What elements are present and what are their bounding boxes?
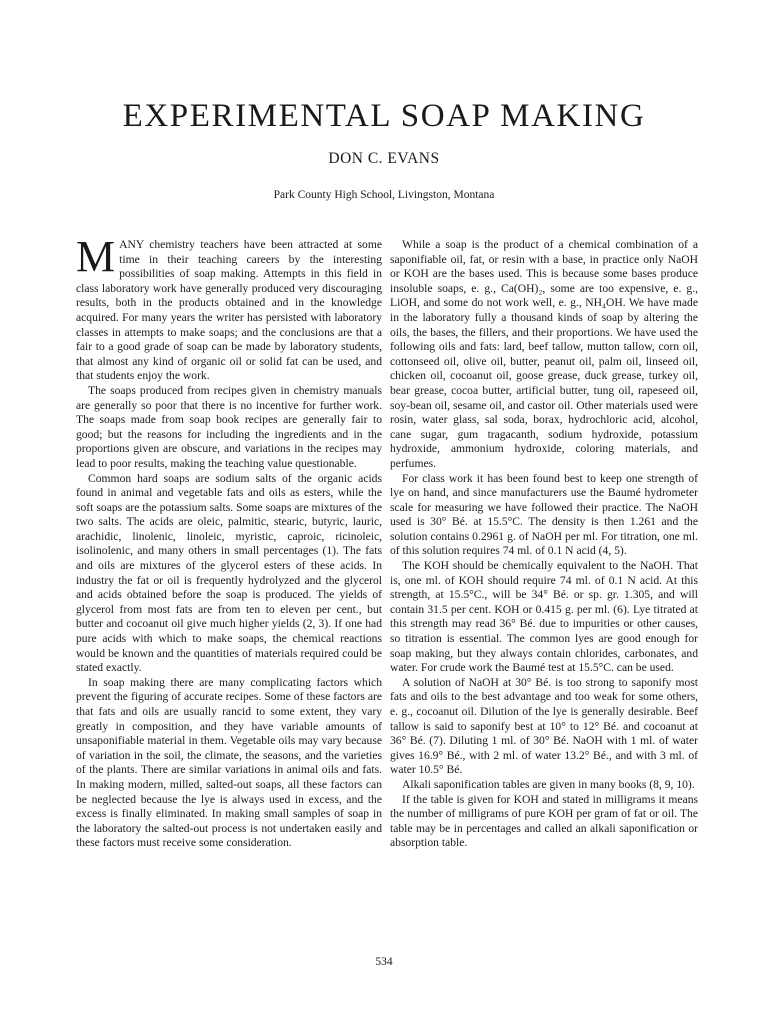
article-author: DON C. EVANS xyxy=(328,150,440,167)
paragraph-3: Common hard soaps are sodium salts of the organic acids found in animal and vegetable fats and oils as esters, while the soft soaps are the potassium salts. Some soaps are mixtures of the two salts. The acids are oleic, palmitic, stearic, butyric, lauric, arachidic, linolenic, linoleic, myristic, caproic, ricinoleic, isolinolenic, and many others in small percentages (1). The fats and oils are mixtures of the glycerol esters of these acids. In industry the fat or oil is frequently hydrolyzed and the glycerol and acids obtained before the soap is produced. The yields of glycerol from most fats are from ten to eleven per cent., but butter and cocoanut oil give much higher yields (2, 3). If one had pure acids with which to make soaps, the chemical reactions would be known and the quantities of materials required could be stated exactly. xyxy=(76,471,382,675)
paragraph-5: While a soap is the product of a chemical combination of a saponifiable oil, fat, or resin with a base, in practice only NaOH or KOH are the bases used. This is because some bases produce insoluble soaps, e. g., Ca(OH)₂, some are too expensive, e. g., LiOH, and some do not work well, e. g., NH₄OH. We have made in the laboratory fully a thousand kinds of soap by altering the oils, the bases, the fillers, and their proportions. We have used the following oils and fats: lard, beef tallow, mutton tallow, corn oil, cottonseed oil, olive oil, butter, peanut oil, palm oil, linseed oil, chicken oil, cocoanut oil, goose grease, duck grease, turkey oil, bear grease, cocoa butter, artificial butter, tung oil, rapeseed oil, soy-bean oil, sesame oil, and castor oil. Other materials used were rosin, water glass, sal soda, borax, hydrochloric acid, alcohol, cane sugar, gum tragacanth, sodium hydroxide, potassium hydroxide, ammonium hydroxide, coloring materials, and perfumes. xyxy=(390,238,698,470)
paragraph-10: If the table is given for KOH and stated in milligrams it means the number of milligrams of pure KOH per gram of fat or oil. The table may be in percentages and called an alkali saponification or absorption table. xyxy=(390,792,698,850)
left-column xyxy=(76,232,382,851)
paragraph-7: The KOH should be chemically equivalent to the NaOH. That is, one ml. of KOH should require 74 ml. of 0.1 N acid. At this strength, at 15.5°C., will be 34° Bé. or sp. gr. 1.305, and will contain 31.5 per cent. KOH or 0.415 g. per ml. (6). Lye titrated at this strength may read 36° Bé. due to impurities or other causes, so titration is essential. The common lyes are good enough for soap making, but they always contain chlorides, carbonates, and water. For crude work the Baumé test at 15.5°C. can be used. xyxy=(390,559,698,675)
article-title: EXPERIMENTAL SOAP MAKING xyxy=(122,98,646,134)
paragraph-9: Alkali saponification tables are given in many books (8, 9, 10). xyxy=(402,777,695,791)
paragraph-2: The soaps produced from recipes given in chemistry manuals are generally so poor that there is no incentive for further work. The soaps made from soap book recipes are generally fair to good; but the reasons for including the ingredients and in the proportions given are obscure, and variations in the recipes may lead to poor results, making the teaching value questionable. xyxy=(76,383,382,470)
paragraph-1 xyxy=(76,232,382,384)
paragraph-8: A solution of NaOH at 30° Bé. is too strong to saponify most fats and oils to the best advantage and too weak for some others, e. g., cocoanut oil. Dilution of the lye is generally desirable. Beef tallow is said to saponify best at 10° to 12° Bé. and cocoanut at 36° Bé. (7). Diluting 1 ml. of 30° Bé. NaOH with 1 ml. of water gives 16.9° Bé., with 2 ml. of water 13.2° Bé., and with 3 ml. of water 10.5° Bé. xyxy=(390,675,698,777)
paragraph-text: ANY chemistry teachers have been attracted at some time in their teaching careers by the interesting possibilities of soap making. Attempts in this field in class laboratory work have generally produced very discouraging results, both in the products obtained and in the knowledge acquired. For many years the writer has persisted with laboratory classes in attempts to make soaps; and the conclusions are that a fair to a good grade of soap can be made by laboratory students, that almost any kind of organic oil or solid fat can be used, and that students enjoy the work. xyxy=(76,238,382,383)
author-affiliation: Park County High School, Livingston, Montana xyxy=(273,189,495,201)
drop-cap: M xyxy=(76,232,116,281)
page-number: 534 xyxy=(375,956,393,968)
right-column xyxy=(390,238,698,851)
paragraph-4: In soap making there are many complicating factors which prevent the figuring of accurate recipes. Some of these factors are that fats and oils are usually rancid to some extent, they vary greatly in composition, and they have variable amounts of unsaponifiable material in them. Vegetable oils may vary because of variation in the soil, the climate, the seasons, and the varieties of the plants. There are similar variations in animal oils and fats. In making modern, milled, salted-out soaps, all these factors can be neglected because the lye is always used in excess, and the excess is finally eliminated. In making small samples of soap in the laboratory the salted-out process is not undertaken easily and these factors must receive some consideration. xyxy=(76,675,382,850)
paragraph-6: For class work it has been found best to keep one strength of lye on hand, and since manufacturers use the Baumé hydrometer scale for measuring we have followed their practice. The NaOH used is 30° Bé. at 15.5°C. The density is then 1.261 and the solution contains 0.2961 g. of NaOH per ml. For titration, one ml. of this solution requires 74 ml. of 0.1 N acid (4, 5). xyxy=(390,471,698,558)
